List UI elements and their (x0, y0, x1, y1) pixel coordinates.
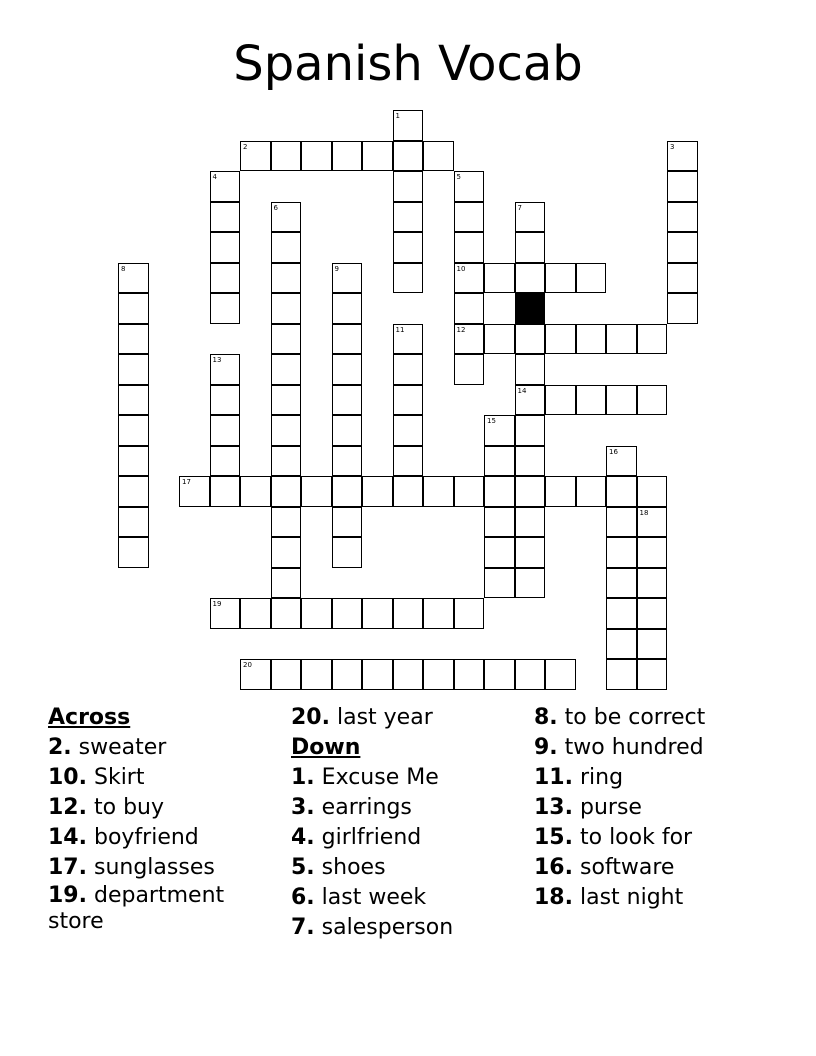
grid-cell[interactable] (301, 141, 332, 172)
grid-cell[interactable] (484, 324, 515, 355)
down-clue-15: 15. to look for (534, 825, 693, 850)
cell-number: 16 (609, 447, 618, 456)
grid-cell[interactable] (423, 659, 454, 690)
grid-cell[interactable] (210, 415, 241, 446)
down-clue-4: 4. girlfriend (291, 825, 422, 850)
grid-cell[interactable] (637, 598, 668, 629)
grid-cell[interactable] (118, 324, 149, 355)
grid-cell[interactable] (210, 598, 241, 629)
grid-cell[interactable] (515, 324, 546, 355)
grid-cell[interactable] (515, 568, 546, 599)
grid-cell[interactable] (393, 110, 424, 141)
grid-cell[interactable] (515, 354, 546, 385)
grid-cell[interactable] (210, 263, 241, 294)
grid-cell[interactable] (271, 141, 302, 172)
grid-cell[interactable] (332, 446, 363, 477)
grid-cell[interactable] (393, 263, 424, 294)
grid-cell[interactable] (210, 354, 241, 385)
cell-number: 13 (212, 356, 222, 364)
across-clue-19: 19. department store (48, 883, 225, 934)
grid-cell[interactable] (271, 202, 302, 233)
grid-cell[interactable] (118, 263, 149, 294)
grid-cell[interactable] (484, 537, 515, 568)
across-header: Across (48, 705, 131, 730)
grid-cell[interactable] (271, 568, 302, 599)
grid-cell[interactable] (454, 324, 485, 355)
grid-cell[interactable] (332, 537, 363, 568)
across-clue-12: 12. to buy (48, 795, 164, 820)
grid-cell[interactable] (271, 415, 302, 446)
cell-number: 8 (121, 264, 126, 273)
grid-cell[interactable] (332, 598, 363, 629)
grid-cell[interactable] (637, 507, 668, 538)
across-clue-20: 20. last year (291, 705, 433, 730)
grid-cell[interactable] (515, 446, 546, 477)
grid-cell[interactable] (210, 202, 241, 233)
cell-number: 7 (517, 203, 522, 212)
cell-number: 3 (670, 142, 675, 151)
grid-cell[interactable] (515, 202, 546, 233)
grid-cell[interactable] (667, 171, 698, 202)
grid-cell[interactable] (484, 446, 515, 477)
grid-cell[interactable] (240, 598, 271, 629)
grid-cell[interactable] (667, 141, 698, 172)
grid-cell[interactable] (454, 232, 485, 263)
down-clue-11: 11. ring (534, 765, 624, 790)
cell-number: 6 (273, 203, 278, 212)
grid-cell[interactable] (271, 293, 302, 324)
grid-cell[interactable] (118, 415, 149, 446)
down-clue-16: 16. software (534, 855, 675, 880)
grid-cell[interactable] (606, 537, 637, 568)
down-clue-5: 5. shoes (291, 855, 386, 880)
down-clue-1: 1. Excuse Me (291, 765, 439, 790)
grid-cell[interactable] (362, 476, 393, 507)
grid-cell[interactable] (210, 171, 241, 202)
grid-cell[interactable] (393, 476, 424, 507)
grid-cell[interactable] (118, 476, 149, 507)
grid-cell[interactable] (332, 415, 363, 446)
down-header: Down (291, 735, 361, 760)
grid-cell[interactable] (301, 659, 332, 690)
grid-cell[interactable] (637, 568, 668, 599)
grid-cell[interactable] (637, 324, 668, 355)
grid-cell[interactable] (606, 446, 637, 477)
grid-cell[interactable] (271, 598, 302, 629)
down-clue-8: 8. to be correct (534, 705, 706, 730)
grid-cell[interactable] (667, 202, 698, 233)
grid-cell[interactable] (210, 293, 241, 324)
grid-cell[interactable] (210, 476, 241, 507)
grid-cell[interactable] (118, 385, 149, 416)
cell-number: 5 (456, 173, 461, 181)
grid-cell[interactable] (271, 476, 302, 507)
down-clue-13: 13. purse (534, 795, 642, 820)
grid-cell[interactable] (606, 324, 637, 355)
grid-cell[interactable] (210, 446, 241, 477)
grid-cell[interactable] (606, 629, 637, 660)
grid-cell[interactable] (271, 324, 302, 355)
grid-cell[interactable] (393, 385, 424, 416)
page-title: Spanish Vocab (233, 36, 583, 92)
grid-cell[interactable] (515, 385, 546, 416)
grid-cell[interactable] (484, 415, 515, 446)
grid-cell[interactable] (393, 141, 424, 172)
across-clue-2: 2. sweater (48, 735, 167, 760)
grid-cell[interactable] (423, 476, 454, 507)
black-square (515, 293, 546, 324)
down-clue-7: 7. salesperson (291, 915, 454, 940)
grid-cell[interactable] (362, 659, 393, 690)
grid-cell[interactable] (667, 293, 698, 324)
grid-cell[interactable] (393, 202, 424, 233)
grid-cell[interactable] (118, 537, 149, 568)
grid-cell[interactable] (393, 598, 424, 629)
grid-cell[interactable] (393, 446, 424, 477)
grid-cell[interactable] (545, 385, 576, 416)
grid-cell[interactable] (423, 141, 454, 172)
grid-cell[interactable] (606, 476, 637, 507)
grid-cell[interactable] (667, 263, 698, 294)
grid-cell[interactable] (301, 598, 332, 629)
grid-cell[interactable] (240, 476, 271, 507)
cell-number: 19 (212, 600, 222, 608)
grid-cell[interactable] (332, 385, 363, 416)
grid-cell[interactable] (545, 659, 576, 690)
middle-clues-column (291, 703, 453, 943)
grid-cell[interactable] (332, 507, 363, 538)
grid-cell[interactable] (240, 141, 271, 172)
grid-cell[interactable] (271, 263, 302, 294)
grid-cell[interactable] (118, 507, 149, 538)
grid-cell[interactable] (454, 598, 485, 629)
grid-cell[interactable] (576, 476, 607, 507)
grid-cell[interactable] (271, 537, 302, 568)
grid-cell[interactable] (454, 354, 485, 385)
grid-cell[interactable] (637, 476, 668, 507)
across-clue-14: 14. boyfriend (48, 825, 199, 850)
grid-cell[interactable] (118, 354, 149, 385)
grid-cell[interactable] (271, 659, 302, 690)
grid-cell[interactable] (515, 537, 546, 568)
across-clue-10: 10. Skirt (48, 765, 145, 790)
across-clues-column (48, 703, 258, 939)
cell-number: 17 (182, 478, 191, 486)
grid-cell[interactable] (393, 354, 424, 385)
grid-cell[interactable] (545, 324, 576, 355)
cell-number: 14 (517, 386, 527, 395)
cell-number: 15 (487, 417, 496, 425)
grid-cell[interactable] (301, 476, 332, 507)
grid-cell[interactable] (484, 476, 515, 507)
grid-cell[interactable] (362, 141, 393, 172)
right-clues-column (534, 703, 705, 913)
grid-cell[interactable] (332, 263, 363, 294)
grid-cell[interactable] (484, 263, 515, 294)
across-clue-17: 17. sunglasses (48, 855, 215, 880)
grid-cell[interactable] (362, 598, 393, 629)
grid-cell[interactable] (210, 232, 241, 263)
grid-cell[interactable] (393, 171, 424, 202)
cell-number: 12 (456, 325, 466, 334)
grid-cell[interactable] (454, 476, 485, 507)
grid-cell[interactable] (515, 415, 546, 446)
grid-cell[interactable] (393, 659, 424, 690)
grid-cell[interactable] (210, 385, 241, 416)
grid-cell[interactable] (576, 385, 607, 416)
grid-cell[interactable] (484, 659, 515, 690)
grid-cell[interactable] (637, 385, 668, 416)
grid-cell[interactable] (515, 232, 546, 263)
grid-cell[interactable] (454, 263, 485, 294)
grid-cell[interactable] (423, 598, 454, 629)
grid-cell[interactable] (271, 232, 302, 263)
grid-cell[interactable] (515, 507, 546, 538)
grid-cell[interactable] (332, 659, 363, 690)
grid-cell[interactable] (606, 385, 637, 416)
grid-cell[interactable] (454, 171, 485, 202)
grid-cell[interactable] (576, 263, 607, 294)
grid-cell[interactable] (484, 568, 515, 599)
grid-cell[interactable] (271, 446, 302, 477)
grid-cell[interactable] (118, 293, 149, 324)
down-clue-18: 18. last night (534, 885, 684, 910)
grid-cell[interactable] (637, 659, 668, 690)
cell-number: 1 (395, 112, 400, 120)
grid-cell[interactable] (606, 659, 637, 690)
grid-cell[interactable] (240, 659, 271, 690)
cell-number: 11 (395, 325, 405, 334)
grid-cell[interactable] (545, 263, 576, 294)
grid-cell[interactable] (332, 476, 363, 507)
grid-cell[interactable] (118, 446, 149, 477)
grid-cell[interactable] (484, 507, 515, 538)
grid-cell[interactable] (393, 324, 424, 355)
down-clue-6: 6. last week (291, 885, 427, 910)
grid-cell[interactable] (271, 354, 302, 385)
cell-number: 18 (639, 508, 649, 517)
grid-cell[interactable] (515, 476, 546, 507)
cell-number: 20 (243, 661, 252, 669)
grid-cell[interactable] (393, 415, 424, 446)
grid-cell[interactable] (332, 324, 363, 355)
cell-number: 4 (212, 173, 217, 181)
grid-cell[interactable] (332, 293, 363, 324)
grid-cell[interactable] (271, 507, 302, 538)
grid-cell[interactable] (576, 324, 607, 355)
grid-cell[interactable] (454, 659, 485, 690)
grid-cell[interactable] (271, 385, 302, 416)
down-clue-9: 9. two hundred (534, 735, 704, 760)
grid-cell[interactable] (454, 293, 485, 324)
grid-cell[interactable] (332, 354, 363, 385)
grid-cell[interactable] (454, 202, 485, 233)
grid-cell[interactable] (332, 141, 363, 172)
grid-cell[interactable] (606, 507, 637, 538)
cell-number: 10 (456, 264, 466, 273)
grid-cell[interactable] (179, 476, 210, 507)
grid-cell[interactable] (545, 476, 576, 507)
cell-number: 9 (334, 264, 339, 273)
grid-cell[interactable] (515, 659, 546, 690)
down-clue-3: 3. earrings (291, 795, 412, 820)
grid-cell[interactable] (637, 537, 668, 568)
grid-cell[interactable] (637, 629, 668, 660)
grid-cell[interactable] (606, 568, 637, 599)
grid-cell[interactable] (393, 232, 424, 263)
grid-cell[interactable] (667, 232, 698, 263)
cell-number: 2 (243, 142, 248, 151)
grid-cell[interactable] (515, 263, 546, 294)
grid-cell[interactable] (606, 598, 637, 629)
